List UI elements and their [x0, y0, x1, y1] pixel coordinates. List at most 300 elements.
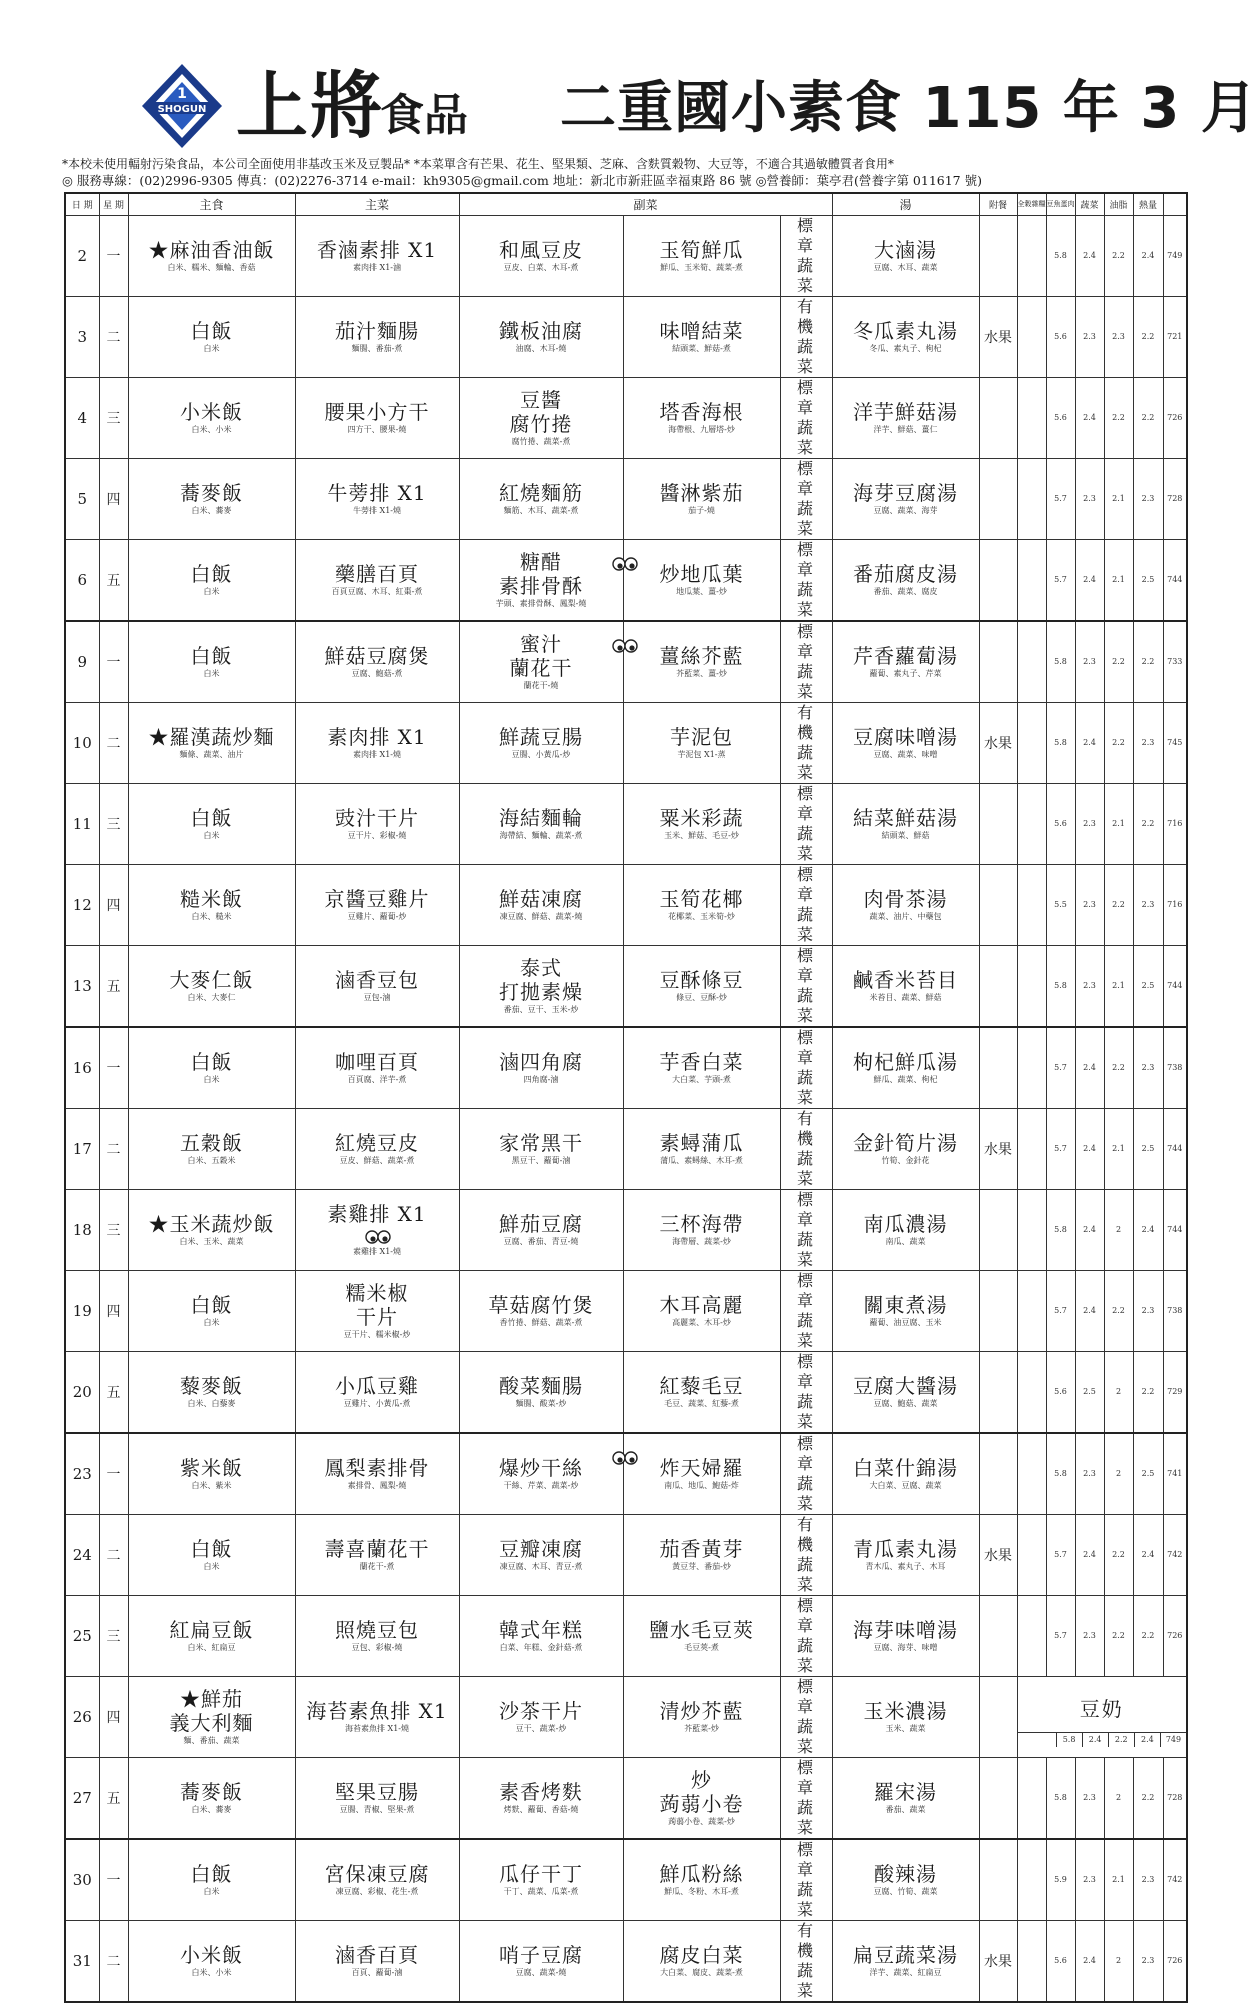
nutrition-value: 2.2 — [1104, 215, 1133, 296]
soup-dish: 豆腐味噌湯 — [853, 725, 959, 749]
main-dish: 素肉排 X1 — [327, 725, 427, 749]
nutrition-value: 2.5 — [1133, 1433, 1163, 1515]
side1-dish: 蜜汁 蘭花干 — [509, 632, 573, 680]
nutrition-value: 2.2 — [1104, 864, 1133, 945]
nutrition-value: 5.8 — [1046, 1189, 1075, 1270]
soup-dish: 扁豆蔬菜湯 — [853, 1943, 959, 1967]
spacer-cell — [1017, 1839, 1046, 1921]
staple-dish: 紅扁豆飯 — [169, 1618, 254, 1642]
side1-ingredients: 凍豆腐、木耳、青豆-煮 — [499, 1562, 583, 1571]
main-ingredients: 豆雞片、蘿蔔-炒 — [347, 912, 407, 921]
side2-ingredients: 鮮瓜、玉米筍、蔬菜-煮 — [660, 263, 743, 272]
nutrition-value: 728 — [1163, 458, 1187, 539]
table-row — [65, 1595, 1187, 1676]
nutrition-value: 2.4 — [1075, 215, 1104, 296]
side1-ingredients: 豆腐、番茄、青豆-燒 — [503, 1237, 579, 1246]
side2-dish: 茄香黃芽 — [659, 1537, 744, 1561]
nutrition-value: 716 — [1163, 864, 1187, 945]
nutrition-value: 5.7 — [1046, 1027, 1075, 1109]
side2-dish: 炒 蒟蒻小卷 — [659, 1768, 744, 1816]
soup-ingredients: 冬瓜、素丸子、枸杞 — [869, 344, 942, 353]
nutrition-value: 2 — [1104, 1433, 1133, 1515]
side2-cell — [623, 864, 780, 945]
side2-dish: 豆酥條豆 — [659, 968, 744, 992]
staple-dish: 小米飯 — [180, 1943, 243, 1967]
staple-dish: 白飯 — [190, 806, 233, 830]
soup-cell — [832, 945, 979, 1027]
table-row — [65, 458, 1187, 539]
nutrition-value: 2.3 — [1133, 1920, 1163, 2002]
side1-cell — [459, 1676, 623, 1757]
vegetable-tag: 標章蔬菜 — [797, 621, 816, 701]
side1-ingredients: 白菜、年糕、金針菇-煮 — [499, 1643, 583, 1652]
staple-ingredients: 白米 — [203, 669, 220, 678]
date-cell: 6 — [65, 539, 99, 621]
soup-ingredients: 南瓜、蔬菜 — [885, 1237, 926, 1246]
table-header-row — [65, 193, 1187, 215]
soup-cell — [832, 1514, 979, 1595]
nutrition-value: 2.4 — [1075, 702, 1104, 783]
staple-ingredients: 麵、番茄、蔬菜 — [183, 1736, 240, 1745]
nutrition-value: 2.2 — [1104, 702, 1133, 783]
nutrition-value: 2.3 — [1104, 296, 1133, 377]
main-cell — [295, 539, 459, 621]
side2-cell — [623, 783, 780, 864]
nutrition-value: 5.7 — [1046, 1595, 1075, 1676]
weekday-cell: 二 — [99, 1514, 128, 1595]
weekday-cell: 三 — [99, 377, 128, 458]
soymilk-label: 豆奶 — [1079, 1697, 1124, 1721]
side2-cell — [623, 458, 780, 539]
spacer-cell — [1017, 702, 1046, 783]
side2-ingredients: 鮮瓜、冬粉、木耳-煮 — [664, 1887, 739, 1896]
side1-ingredients: 四角腐-滷 — [523, 1075, 559, 1084]
extra-cell — [979, 1189, 1017, 1270]
nutrition-value: 2.3 — [1075, 945, 1104, 1027]
main-ingredients: 蘭花干-煮 — [359, 1562, 395, 1571]
nutrition-value: 5.8 — [1046, 215, 1075, 296]
nutrition-value: 726 — [1163, 1920, 1187, 2002]
nutrition-value: 2.2 — [1108, 1733, 1134, 1747]
main-ingredients: 素雞排 X1-燒 — [352, 1246, 402, 1256]
vegetable-tag: 標章蔬菜 — [797, 1351, 816, 1431]
side2-cell — [623, 1676, 780, 1757]
main-cell — [295, 1351, 459, 1433]
nutrition-value: 2.1 — [1104, 945, 1133, 1027]
main-cell — [295, 1027, 459, 1109]
side1-cell — [459, 296, 623, 377]
soup-ingredients: 結頭菜、鮮菇 — [881, 831, 930, 840]
soup-dish: 鹹香米苔目 — [853, 968, 959, 992]
main-cell — [295, 1108, 459, 1189]
main-ingredients: 四方干、腰果-燒 — [347, 425, 407, 434]
main-dish: 滷香百頁 — [335, 1943, 419, 1967]
nutrition-value: 5.7 — [1046, 539, 1075, 621]
side2-ingredients: 玉米、鮮菇、毛豆-炒 — [664, 831, 739, 840]
staple-dish: 白飯 — [190, 1537, 233, 1561]
extra-cell — [979, 1027, 1017, 1109]
spacer-cell — [1017, 1027, 1046, 1109]
nutrition-value: 721 — [1163, 296, 1187, 377]
nutrition-value: 5.8 — [1046, 1433, 1075, 1515]
table-row — [65, 1676, 1187, 1757]
soup-ingredients: 玉米、蔬菜 — [885, 1724, 926, 1733]
spacer-cell — [1017, 377, 1046, 458]
date-cell: 9 — [65, 621, 99, 703]
date-cell: 27 — [65, 1757, 99, 1839]
side1-dish: 豆醬 腐竹捲 — [509, 388, 573, 436]
side2-cell — [623, 702, 780, 783]
side2-cell — [623, 621, 780, 703]
main-ingredients: 豆腸、青椒、堅果-煮 — [339, 1805, 415, 1814]
staple-dish: 白飯 — [190, 1862, 233, 1886]
extra-cell — [979, 1433, 1017, 1515]
soup-dish: 大滷湯 — [874, 238, 938, 262]
date-cell: 2 — [65, 215, 99, 296]
soup-ingredients: 洋芋、蔬菜、紅扁豆 — [869, 1968, 942, 1977]
vegetable-cell — [780, 1189, 832, 1270]
vegetable-tag: 有機蔬菜 — [797, 1920, 816, 2000]
side1-ingredients: 凍豆腐、鮮菇、蔬菜-燒 — [499, 912, 583, 921]
nutrition-value: 749 — [1163, 215, 1187, 296]
soup-cell — [832, 458, 979, 539]
date-cell: 24 — [65, 1514, 99, 1595]
vegetable-tag: 標章蔬菜 — [797, 539, 816, 619]
staple-cell — [128, 1676, 295, 1757]
extra-cell — [979, 1676, 1017, 1757]
nutrition-value: 5.7 — [1046, 1270, 1075, 1351]
nutrition-value: 2.4 — [1075, 1514, 1104, 1595]
soup-cell — [832, 1189, 979, 1270]
nutrition-value: 2.4 — [1075, 539, 1104, 621]
nutrition-value: 2.2 — [1133, 377, 1163, 458]
extra-cell — [979, 864, 1017, 945]
main-dish: 腰果小方干 — [324, 400, 430, 424]
soup-cell — [832, 702, 979, 783]
spacer-cell — [1017, 1757, 1046, 1839]
side2-dish: 芋香白菜 — [659, 1050, 744, 1074]
nutrition-value: 733 — [1163, 621, 1187, 703]
vegetable-tag: 標章蔬菜 — [797, 1676, 816, 1756]
extra-cell: 水果 — [979, 1108, 1017, 1189]
date-cell: 16 — [65, 1027, 99, 1109]
spacer-cell — [1017, 539, 1046, 621]
vegetable-cell — [780, 1270, 832, 1351]
nutrition-value: 2 — [1104, 1189, 1133, 1270]
nutrition-value: 745 — [1163, 702, 1187, 783]
staple-cell — [128, 215, 295, 296]
side2-ingredients: 蒲瓜、素蟳絲、木耳-煮 — [660, 1156, 743, 1165]
nutrition-value: 744 — [1163, 1189, 1187, 1270]
table-row — [65, 1839, 1187, 1921]
nutrition-value: 5.7 — [1046, 1514, 1075, 1595]
header-side: 副菜 — [459, 193, 832, 215]
extra-cell — [979, 621, 1017, 703]
staple-ingredients: 白米 — [203, 831, 220, 840]
side1-dish: 瓜仔干丁 — [499, 1862, 583, 1886]
table-row — [65, 1757, 1187, 1839]
main-ingredients: 豆干片、糯米椒-炒 — [343, 1330, 411, 1339]
side2-dish: 粟米彩蔬 — [659, 806, 744, 830]
side1-dish: 鮮菇凍腐 — [499, 887, 583, 911]
weekday-cell: 五 — [99, 539, 128, 621]
table-row — [65, 621, 1187, 703]
soup-cell — [832, 621, 979, 703]
side2-ingredients: 地瓜葉、薑-炒 — [676, 587, 727, 596]
side2-ingredients: 結頭菜、鮮菇-煮 — [672, 344, 731, 353]
extra-cell — [979, 1270, 1017, 1351]
date-cell: 11 — [65, 783, 99, 864]
spacer-cell — [1017, 1270, 1046, 1351]
extra-cell — [979, 1595, 1017, 1676]
side2-ingredients: 海帶根、九層塔-炒 — [668, 425, 735, 434]
vegetable-tag: 標章蔬菜 — [797, 1595, 816, 1675]
side2-ingredients: 茄子-燒 — [688, 506, 715, 515]
weekday-cell: 四 — [99, 864, 128, 945]
spacer-cell — [1017, 783, 1046, 864]
nutrition-value: 716 — [1163, 783, 1187, 864]
main-cell — [295, 1757, 459, 1839]
soup-dish: 結菜鮮菇湯 — [853, 806, 959, 830]
main-cell — [295, 296, 459, 377]
staple-cell — [128, 1839, 295, 1921]
side2-cell — [623, 945, 780, 1027]
side1-cell — [459, 1595, 623, 1676]
side2-cell — [623, 539, 780, 621]
staple-cell — [128, 1920, 295, 2002]
weekday-cell: 一 — [99, 215, 128, 296]
nutrition-value: 2.4 — [1082, 1733, 1108, 1747]
side2-dish: 腐皮白菜 — [659, 1943, 744, 1967]
side2-ingredients: 條豆、豆酥-炒 — [676, 993, 727, 1002]
vegetable-cell — [780, 1514, 832, 1595]
nutrition-value: 2.3 — [1075, 783, 1104, 864]
nutrition-value: 2.2 — [1133, 1757, 1163, 1839]
soup-dish: 洋芋鮮菇湯 — [853, 400, 959, 424]
soup-ingredients: 米苔目、蔬菜、鮮菇 — [869, 993, 942, 1002]
nutrition-value: 738 — [1163, 1270, 1187, 1351]
staple-ingredients: 麵條、蔬菜、油片 — [179, 750, 244, 759]
side1-cell — [459, 1270, 623, 1351]
main-dish: 小瓜豆雞 — [335, 1374, 419, 1398]
side2-ingredients: 黃豆芽、番茄-炒 — [672, 1562, 731, 1571]
header-weekday: 星 期 — [99, 193, 128, 215]
header-vegetable: 蔬菜 — [1075, 193, 1104, 215]
staple-cell — [128, 864, 295, 945]
staple-dish: ★玉米蔬炒飯 — [148, 1212, 275, 1236]
nutrition-value: 2 — [1104, 1757, 1133, 1839]
soup-cell — [832, 1757, 979, 1839]
staple-dish: 五穀飯 — [180, 1131, 243, 1155]
staple-dish: 紫米飯 — [180, 1456, 243, 1480]
side1-ingredients: 豆腐、蔬菜-燒 — [515, 1968, 567, 1977]
nutrition-value: 5.8 — [1056, 1733, 1082, 1747]
side1-cell — [459, 215, 623, 296]
vegetable-cell — [780, 1108, 832, 1189]
page-title: 二重國小素食 115 年 3 月 — [560, 76, 1258, 141]
nutrition-value: 2.4 — [1133, 215, 1163, 296]
nutrition-value: 2.4 — [1133, 1189, 1163, 1270]
nutrition-value: 738 — [1163, 1027, 1187, 1109]
soup-dish: 金針筍片湯 — [853, 1131, 959, 1155]
soup-ingredients: 洋芋、鮮菇、薑仁 — [873, 425, 938, 434]
spacer-cell — [1017, 1514, 1046, 1595]
side2-dish: 芋泥包 — [670, 725, 733, 749]
nutrition-value: 2.3 — [1075, 1757, 1104, 1839]
soup-dish: 關東煮湯 — [863, 1293, 948, 1317]
side2-dish: 味噌結菜 — [659, 319, 744, 343]
staple-cell — [128, 1514, 295, 1595]
date-cell: 3 — [65, 296, 99, 377]
soup-dish: 枸杞鮮瓜湯 — [853, 1050, 959, 1074]
nutrition-value: 5.6 — [1046, 1920, 1075, 2002]
shogun-logo-icon — [140, 62, 224, 150]
soup-ingredients: 豆腐、竹筍、蔬菜 — [873, 1887, 938, 1896]
extra-cell — [979, 215, 1017, 296]
staple-dish: ★麻油香油飯 — [148, 238, 275, 262]
vegetable-cell — [780, 296, 832, 377]
side1-cell — [459, 458, 623, 539]
vegetable-tag: 標章蔬菜 — [797, 1757, 816, 1837]
spacer-cell — [1017, 1433, 1046, 1515]
main-dish: 牛蒡排 X1 — [327, 481, 427, 505]
vegetable-cell — [780, 1920, 832, 2002]
side2-ingredients: 毛豆莢-煮 — [684, 1643, 719, 1652]
vegetable-cell — [780, 1433, 832, 1515]
header-grain: 全穀雜糧 — [1017, 193, 1046, 215]
side1-cell — [459, 945, 623, 1027]
staple-cell — [128, 1189, 295, 1270]
side2-dish: 素蟳蒲瓜 — [659, 1131, 744, 1155]
side1-cell — [459, 1514, 623, 1595]
main-dish: 香滷素排 X1 — [316, 238, 438, 262]
side2-dish: 紅藜毛豆 — [659, 1374, 744, 1398]
spacer-cell — [1017, 1189, 1046, 1270]
extra-cell — [979, 783, 1017, 864]
googly-eyes-icon — [612, 555, 638, 573]
staple-cell — [128, 1351, 295, 1433]
nutrition-value: 5.8 — [1046, 1757, 1075, 1839]
nutrition-value: 5.6 — [1046, 296, 1075, 377]
table-row — [65, 1920, 1187, 2002]
weekday-cell: 一 — [99, 1027, 128, 1109]
nutrition-value: 2.1 — [1104, 783, 1133, 864]
soup-dish: 豆腐大醬湯 — [853, 1374, 959, 1398]
side2-cell — [623, 1433, 780, 1515]
table-row — [65, 215, 1187, 296]
nutrition-value: 5.8 — [1046, 621, 1075, 703]
side1-ingredients: 豆皮、白菜、木耳-煮 — [503, 263, 579, 272]
date-cell: 12 — [65, 864, 99, 945]
side2-dish: 三杯海帶 — [659, 1212, 744, 1236]
spacer-cell — [1017, 215, 1046, 296]
table-row — [65, 1270, 1187, 1351]
main-ingredients: 素肉排 X1-燒 — [352, 750, 402, 759]
staple-ingredients: 白米 — [203, 344, 220, 353]
vegetable-cell — [780, 539, 832, 621]
extra-cell — [979, 1757, 1017, 1839]
side1-cell — [459, 702, 623, 783]
side2-cell — [623, 296, 780, 377]
soup-ingredients: 番茄、蔬菜 — [885, 1805, 926, 1814]
vegetable-tag: 標章蔬菜 — [797, 1189, 816, 1269]
side2-ingredients: 芥藍菜、薑-炒 — [676, 669, 727, 678]
main-ingredients: 豆皮、鮮菇、蔬菜-煮 — [339, 1156, 415, 1165]
side1-ingredients: 麵筋、木耳、蔬菜-煮 — [503, 506, 579, 515]
weekday-cell: 四 — [99, 458, 128, 539]
staple-ingredients: 白米 — [203, 1562, 220, 1571]
staple-cell — [128, 458, 295, 539]
side2-dish: 薑絲芥藍 — [659, 644, 744, 668]
staple-dish: 白飯 — [190, 1293, 233, 1317]
soup-dish: 青瓜素丸湯 — [853, 1537, 959, 1561]
side1-dish: 素香烤麩 — [499, 1780, 583, 1804]
brand-name: 上將 — [236, 64, 385, 148]
side1-ingredients: 干丁、蔬菜、瓜菜-煮 — [503, 1887, 579, 1896]
soup-dish: 海芽味噌湯 — [853, 1618, 959, 1642]
header-calories: 熱量 — [1133, 193, 1163, 215]
weekday-cell: 四 — [99, 1676, 128, 1757]
soup-cell — [832, 1433, 979, 1515]
soup-cell — [832, 1351, 979, 1433]
header-oil: 油脂 — [1104, 193, 1133, 215]
nutrition-value: 2.2 — [1133, 1351, 1163, 1433]
vegetable-tag: 標章蔬菜 — [797, 1433, 816, 1513]
main-cell — [295, 1920, 459, 2002]
side1-cell — [459, 621, 623, 703]
spacer-cell — [1017, 1595, 1046, 1676]
staple-dish: 白飯 — [190, 1050, 233, 1074]
side2-cell — [623, 1189, 780, 1270]
nutrition-value: 2.3 — [1133, 1270, 1163, 1351]
side1-dish: 鐵板油腐 — [499, 319, 583, 343]
side2-ingredients: 花椰菜、玉米筍-炒 — [668, 912, 735, 921]
vegetable-cell — [780, 1839, 832, 1921]
nutrition-value: 2.2 — [1133, 296, 1163, 377]
table-row — [65, 702, 1187, 783]
date-cell: 31 — [65, 1920, 99, 2002]
staple-ingredients: 白米 — [203, 1075, 220, 1084]
nutrition-value: 2 — [1104, 1351, 1133, 1433]
nutrition-value: 5.7 — [1046, 1108, 1075, 1189]
staple-ingredients: 白米、小米 — [191, 1968, 232, 1977]
table-row — [65, 783, 1187, 864]
vegetable-tag: 標章蔬菜 — [797, 458, 816, 538]
spacer-cell — [1017, 945, 1046, 1027]
date-cell: 4 — [65, 377, 99, 458]
googly-eyes-icon — [365, 1228, 391, 1246]
side1-dish: 糖醋 素排骨酥 — [499, 550, 583, 598]
nutrition-value: 2.4 — [1075, 377, 1104, 458]
staple-dish: 大麥仁飯 — [169, 968, 254, 992]
side1-ingredients: 黑豆干、蘿蔔-滷 — [511, 1156, 571, 1165]
weekday-cell: 五 — [99, 1351, 128, 1433]
table-row — [65, 1108, 1187, 1189]
staple-dish: 糙米飯 — [180, 887, 243, 911]
main-dish: 豉汁干片 — [335, 806, 419, 830]
side1-dish: 家常黑干 — [499, 1131, 583, 1155]
soup-cell — [832, 783, 979, 864]
nutrition-value: 2.3 — [1133, 1027, 1163, 1109]
staple-ingredients: 白米、紅扁豆 — [187, 1643, 236, 1652]
staple-dish: ★鮮茄 義大利麵 — [169, 1687, 254, 1735]
table-row — [65, 1027, 1187, 1109]
soup-cell — [832, 1027, 979, 1109]
nutrition-value: 2.3 — [1133, 1839, 1163, 1921]
nutrition-value: 744 — [1163, 945, 1187, 1027]
side1-dish: 草菇腐竹煲 — [488, 1293, 594, 1317]
main-ingredients: 豆干片、彩椒-燒 — [347, 831, 407, 840]
